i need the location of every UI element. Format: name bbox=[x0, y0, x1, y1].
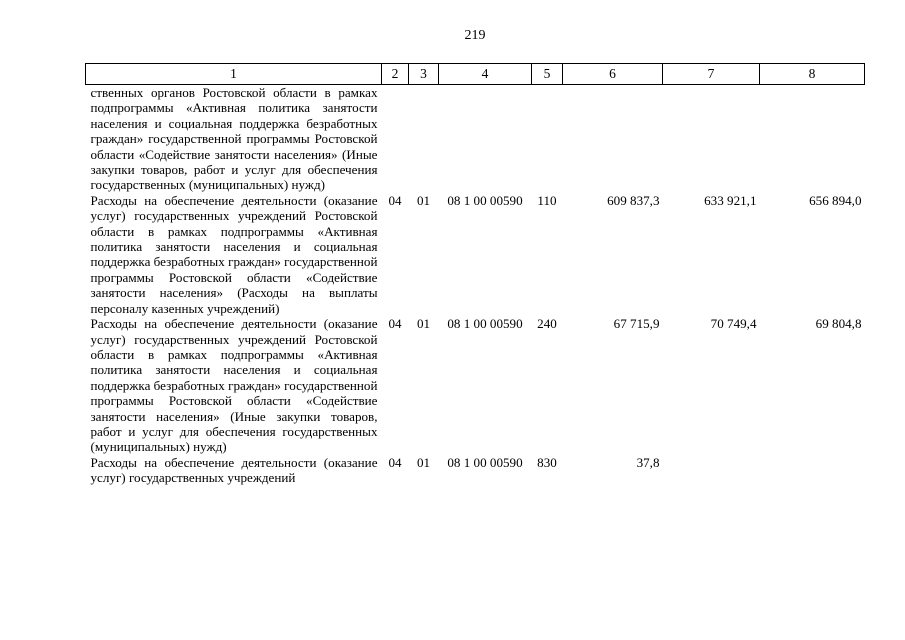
row-section: 04 bbox=[388, 192, 402, 208]
row-amount-col8: 69 804,8 bbox=[815, 316, 862, 332]
row-subsection: 01 bbox=[416, 316, 431, 332]
table-row bbox=[86, 193, 865, 316]
row-amount-col7: 70 749,4 bbox=[710, 316, 757, 332]
row-amount-col6 bbox=[563, 85, 663, 193]
row-amount-col8 bbox=[760, 455, 865, 486]
row-amount-col8 bbox=[760, 85, 865, 193]
row-target-article bbox=[439, 85, 532, 193]
row-amount-col8: 656 894,0 bbox=[809, 192, 862, 208]
row-target-article: 08 1 00 00590 bbox=[447, 454, 523, 470]
row-amount-col7: 633 921,1 bbox=[704, 192, 757, 208]
row-description: ственных органов Ростовской области в рамках подпрограммы «Активная политика занятости населения и социальная поддержка безработных граждан» государственной программы Ростовской области «Содействие занятости населения» (Иные закупки товаров, работ и услуг для обеспечения государственных (муниципальных) нужд) bbox=[90, 85, 378, 193]
row-expense-type: 110 bbox=[537, 192, 557, 208]
column-header-7: 7 bbox=[663, 64, 760, 85]
row-section: 04 bbox=[388, 454, 402, 470]
row-amount-col7 bbox=[663, 455, 760, 486]
row-amount-col7 bbox=[663, 85, 760, 193]
table-row bbox=[86, 455, 865, 486]
table-header-row bbox=[86, 64, 865, 85]
row-section: 04 bbox=[388, 316, 402, 332]
column-header-4: 4 bbox=[439, 64, 532, 85]
row-expense-type: 830 bbox=[537, 454, 557, 470]
column-header-2: 2 bbox=[382, 64, 409, 85]
row-description: Расходы на обеспечение деятельности (оказание услуг) государственных учреждений Ростовской области в рамках подпрограммы «Активная политика занятости населения и социальная поддержка безработных граждан» государственной программы Ростовской области «Содействие занятости населения» (Расходы на выплаты персоналу казенных учреждений) bbox=[90, 192, 378, 316]
column-header-1: 1 bbox=[86, 64, 382, 85]
row-expense-type bbox=[532, 85, 563, 193]
budget-table bbox=[85, 63, 865, 486]
row-subsection: 01 bbox=[416, 454, 431, 470]
column-header-6: 6 bbox=[563, 64, 663, 85]
column-header-5: 5 bbox=[532, 64, 563, 85]
row-section bbox=[382, 85, 409, 193]
row-subsection: 01 bbox=[416, 192, 431, 208]
page-number: 219 bbox=[464, 28, 486, 43]
row-expense-type: 240 bbox=[537, 316, 557, 332]
row-description: Расходы на обеспечение деятельности (оказание услуг) государственных учреждений bbox=[90, 454, 378, 486]
row-subsection bbox=[409, 85, 439, 193]
row-amount-col6: 67 715,9 bbox=[613, 316, 660, 332]
row-amount-col6: 37,8 bbox=[636, 454, 660, 470]
table-row bbox=[86, 85, 865, 193]
column-header-8: 8 bbox=[760, 64, 865, 85]
row-description: Расходы на обеспечение деятельности (оказание услуг) государственных учреждений Ростовской области в рамках подпрограммы «Активная политика занятости населения и социальная поддержка безработных граждан» государственной программы Ростовской области «Содействие занятости населения» (Иные закупки товаров, работ и услуг для обеспечения государственных (муниципальных) нужд) bbox=[90, 316, 378, 455]
column-header-3: 3 bbox=[409, 64, 439, 85]
table-row bbox=[86, 316, 865, 455]
row-amount-col6: 609 837,3 bbox=[607, 192, 660, 208]
row-target-article: 08 1 00 00590 bbox=[447, 316, 523, 332]
row-target-article: 08 1 00 00590 bbox=[447, 192, 523, 208]
